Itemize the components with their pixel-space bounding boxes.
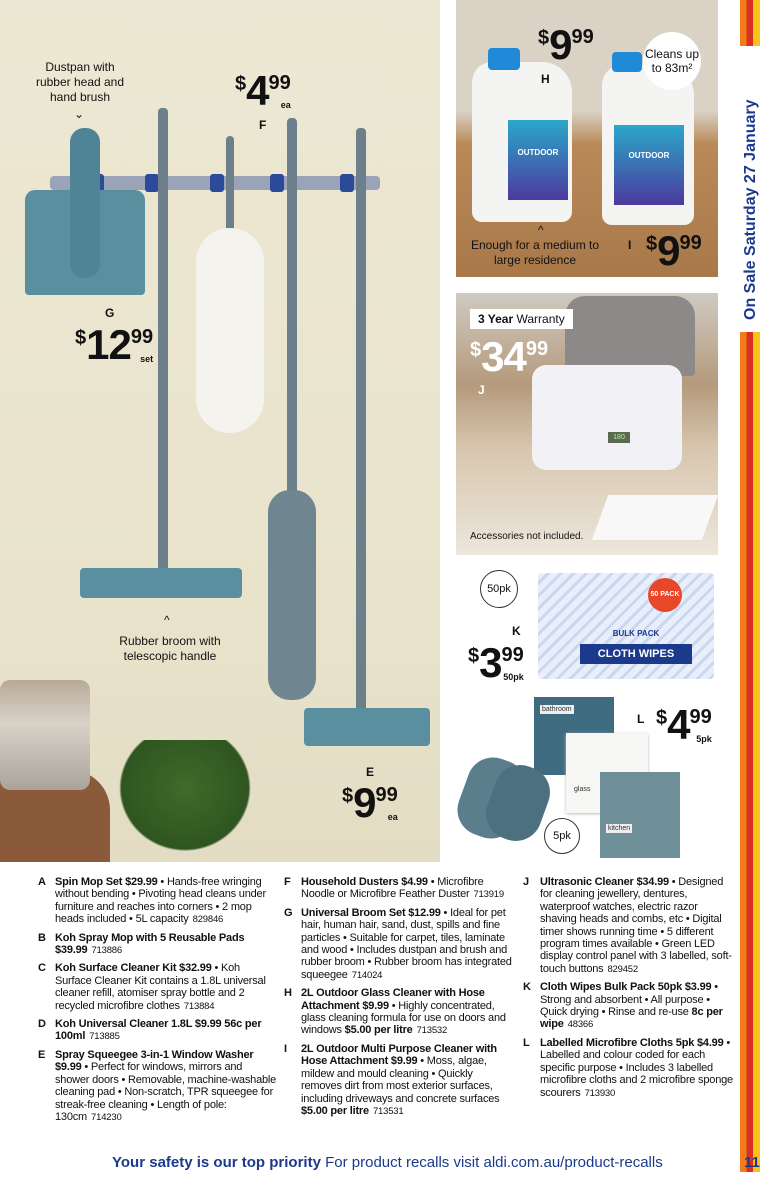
product-code: 714230 [91,1111,122,1123]
footer-heading: Your safety is our top priority [112,1154,321,1171]
item-text [540,876,737,976]
towels-image [0,680,90,790]
multipurpose-cleaner-label: OUTDOOR [614,125,684,205]
item-title: Ultrasonic Cleaner $34.99 [540,876,669,888]
item-letter: H [284,987,292,1000]
brand-stripe [740,0,760,46]
product-detail-c [38,962,278,1013]
item-letter: D [38,1018,46,1031]
unit-price: $5.00 per litre [344,1024,413,1037]
item-letter-g: G [105,306,115,320]
item-title: Koh Universal Cleaner 1.8L $9.99 56c per 100ml [55,1018,262,1043]
price-tag-g: $ 12 99 set [75,321,154,368]
plant-image [110,740,260,860]
item-text [55,1018,278,1044]
product-code: 713919 [473,889,504,901]
sale-date-banner: On Sale Saturday 27 January [742,99,759,320]
product-code: 713885 [89,1031,120,1043]
details-column-2 [284,876,516,1123]
product-detail-b [38,932,278,958]
product-detail-e [38,1049,278,1124]
item-title: Koh Surface Cleaner Kit $32.99 [55,962,212,975]
cloth-label: bathroom [542,706,572,713]
product-code: 713532 [416,1025,448,1037]
item-letter: C [38,962,46,975]
unit-price: $5.00 per litre [301,1104,369,1117]
item-title: Universal Broom Set $12.99 [301,906,441,919]
chevron-down-icon: ⌄ [74,107,85,121]
rail-clip [145,174,159,192]
unit-price: 8c per wipe [540,1006,723,1031]
item-letter: E [38,1048,46,1061]
warranty-label: Warranty [516,312,565,326]
led-display: 180 [608,432,630,443]
item-description: • Microfibre Noodle or Microfibre Feather Duster [301,876,484,901]
item-description: • Perfect for windows, mirrors and shower doors • Removable, machine-washable cleaning pad • Non-scratch, TPR squeegee for streak-free cleaning • Length of pole: 130cm [55,1061,277,1123]
page-number: 11 [744,1154,760,1171]
item-letter: G [284,906,293,919]
item-title: Labelled Microfibre Cloths 5pk $4.99 [540,1036,724,1049]
item-letter-e: E [366,765,375,779]
item-letter: F [284,876,291,888]
price-tag-j: $ 34 99 [470,333,549,380]
product-detail-a [38,876,278,927]
product-detail-d [38,1018,278,1044]
item-title: 2L Outdoor Glass Cleaner with Hose Attachment $9.99 [301,987,485,1012]
item-letter: I [284,1042,287,1055]
item-letter: A [38,876,46,888]
rail-clip [210,174,224,192]
item-text [301,876,516,902]
duster-handle [226,136,234,236]
item-text [301,907,516,982]
pack-size-badge: 50pk [480,570,518,608]
product-detail-f [284,876,516,902]
cloth-kitchen [600,772,680,858]
residence-caption: Enough for a medium to large residence [470,238,600,267]
item-description: • Labelled and colour coded for each specific purpose • Includes 3 labelled microfibre cloths and 2 microfibre sponge scourers [540,1036,733,1099]
chevron-up-icon: ^ [538,223,544,237]
item-letter-j: J [478,383,485,397]
item-description: • Ideal for pet hair, human hair, sand, dust, spills and fine particles • Suitable for carpet, tiles, laminate and wood • Includes dustpan and brush and rubber broom • Rubber broom has integrated squeegee [301,906,512,981]
feather-duster-image [196,228,264,433]
product-detail-k [523,981,737,1032]
squeegee-pole [356,128,366,718]
item-description: • Designed for cleaning jewellery, dentures, waterproof watches, electric razor shaving heads and combs, etc • Digital timer shows running time • 5 different program times available • Green LED display control panel with 3 labelled, soft-touch buttons [540,876,732,975]
item-title: 2L Outdoor Multi Purpose Cleaner with Hose Attachment $9.99 [301,1042,497,1068]
cleaner-lid [565,296,695,376]
hand-brush-image [70,128,100,278]
item-text [540,1037,737,1100]
glass-cleaner-label: OUTDOOR [508,120,568,200]
safety-footer [112,1154,663,1172]
item-text [540,981,737,1032]
price-tag-i: $ 9 99 [646,227,702,274]
details-column-3 [523,876,737,1105]
item-description: • Koh Surface Cleaner Kit contains a 1.8L universal cleaner refill, atomiser spray bottle and 2 recycled microfibre clothes [55,962,266,1012]
broom-caption: Rubber broom with telescopic handle [119,634,221,663]
item-title: Koh Spray Mop with 5 Reusable Pads $39.99 [55,931,245,957]
item-letter-k: K [512,624,521,638]
item-text [55,962,278,1013]
price-tag-h: $ 9 99 [538,21,594,68]
rail-clip [340,174,354,192]
item-letter-h: H [541,72,550,86]
item-description: • Strong and absorbent • All purpose • Quick drying • Rinse and re-use [540,981,718,1019]
dustpan-caption: Dustpan with rubber head and hand brush [35,60,125,104]
item-description: • Moss, algae, mildew and mould cleaning • Quickly removes dirt from most exterior surfaces, including driveways and concrete surfaces [301,1055,500,1105]
pack-name: CLOTH WIPES [580,644,692,664]
item-title: Spin Mop Set $29.99 [55,876,158,888]
item-text [55,876,278,927]
item-text [55,932,278,958]
price-tag-k: $ 3 99 50pk [468,639,524,686]
item-title: Cloth Wipes Bulk Pack 50pk $3.99 [540,981,712,994]
item-letter-f: F [259,118,267,132]
product-detail-h [284,987,516,1038]
product-code: 713884 [183,1000,215,1012]
rail-clip [270,174,284,192]
accessories-note: Accessories not included. [470,531,584,542]
pack-title: BULK PACK [612,629,660,638]
pack-size-badge: 5pk [544,818,580,854]
broom-pole [158,108,168,578]
item-letter: B [38,931,46,944]
chevron-up-icon: ^ [164,613,170,627]
item-letter: J [523,876,529,888]
product-code: 829452 [607,963,638,975]
product-detail-i [284,1043,516,1118]
cloth-label: kitchen [608,825,631,832]
item-title: Household Dusters $4.99 [301,876,428,888]
item-letter: K [523,981,531,994]
item-letter-l: L [637,712,645,726]
hose-attachment [612,52,642,72]
item-text [301,987,516,1038]
rubber-broom-head [80,568,242,598]
item-description: • Highly concentrated, glass cleaning formula for use on doors and windows [301,999,506,1037]
price-tag-e: $ 9 99 ea [342,779,398,826]
brand-stripe [740,332,760,1172]
recalls-link[interactable]: For product recalls visit aldi.com.au/product-recalls [325,1154,663,1171]
squeegee-head [304,708,430,746]
price-tag-l: $ 4 99 5pk [656,701,712,748]
product-detail-j [523,876,737,976]
product-code: 829846 [192,914,224,926]
cleaning-cloth-image [592,495,718,540]
product-detail-g [284,907,516,982]
warranty-badge [470,309,573,329]
item-letter-i: I [628,238,632,252]
item-description: • Hands-free wringing without bending • Pivoting head cleans under furniture and reaches into corners • 2 mop heads included • 5L capacity [55,876,266,926]
ultrasonic-cleaner-body [532,365,682,470]
coverage-bubble: Cleans up to 83m² [643,32,701,90]
warranty-years: 3 Year [478,312,514,326]
product-code: 713886 [91,945,122,957]
details-column-1 [38,876,278,1129]
item-text [55,1049,278,1124]
price-tag-f: $ 4 99 ea [235,67,291,114]
item-letter: L [523,1036,530,1049]
product-code: 713531 [372,1105,404,1117]
item-text [301,1043,516,1118]
product-code: 713930 [584,1087,616,1099]
product-code: 714024 [351,969,383,981]
noodle-duster-image [268,490,316,700]
product-code: 48366 [567,1019,594,1031]
product-detail-l [523,1037,737,1100]
hose-attachment [488,48,520,70]
cloth-label: glass [574,786,591,793]
item-title: Spray Squeegee 3-in-1 Window Washer $9.99 [55,1048,254,1074]
noodle-duster-pole [287,118,297,498]
pack-count-badge: 50 PACK [648,578,682,612]
